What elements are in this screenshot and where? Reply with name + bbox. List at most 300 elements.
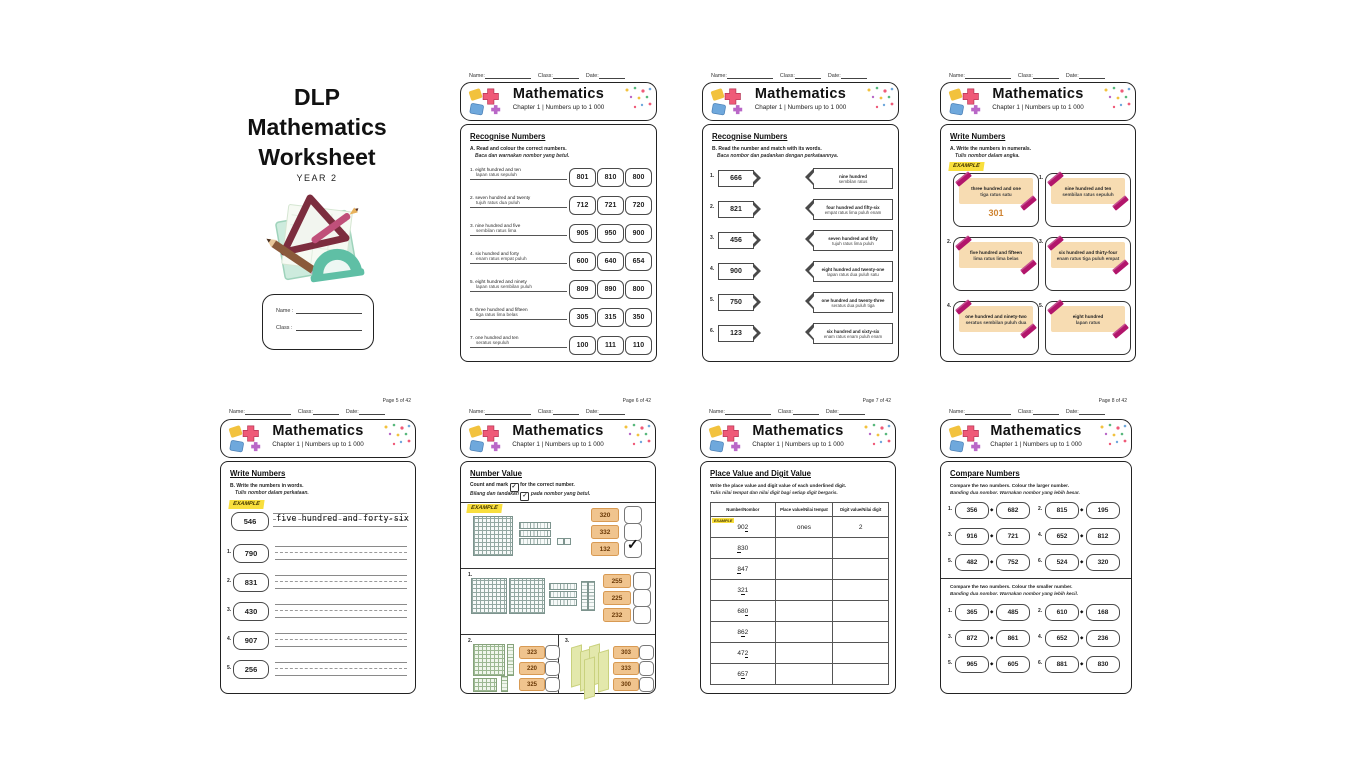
digit-value-cell[interactable] xyxy=(833,622,889,643)
class-label: Class: xyxy=(1017,409,1033,415)
number-option[interactable]: 809 xyxy=(569,280,596,299)
tape-icon xyxy=(1047,299,1064,315)
tape-icon xyxy=(1020,323,1037,339)
diamond-icon: ◆ xyxy=(1080,609,1084,614)
math-logo-icon xyxy=(946,86,982,117)
instruction-ms: Banding dua nombor. Warnakan nombor yang lebih besar. xyxy=(950,490,1080,495)
confetti-icon xyxy=(623,85,653,111)
number-option[interactable]: 721 xyxy=(597,196,624,215)
name-label: Name: xyxy=(709,409,725,415)
match-number[interactable]: 456 xyxy=(718,232,754,249)
place-value-cell[interactable] xyxy=(776,643,834,664)
math-logo-icon xyxy=(946,423,982,454)
date-blank[interactable] xyxy=(841,72,867,79)
number-option[interactable]: 110 xyxy=(625,336,652,355)
instruction-en: A. Write the numbers in numerals. xyxy=(950,146,1032,152)
compare-number[interactable]: 610 xyxy=(1045,604,1079,621)
instruction-ms: Banding dua nombor. Warnakan nombor yang lebih kecil. xyxy=(950,591,1079,596)
section-title: Recognise Numbers xyxy=(470,132,546,141)
worksheet-subtitle: Chapter 1 | Numbers up to 1 000 xyxy=(754,103,847,111)
compare-number[interactable]: 812 xyxy=(1086,528,1120,545)
word-note: three hundred and one tiga ratus satu xyxy=(959,178,1033,204)
class-label: Class: xyxy=(777,409,793,415)
instruction-en: Write the place value and digit value of each underlined digit. xyxy=(710,483,847,488)
number-cell: 830 xyxy=(711,538,776,559)
value-option[interactable]: 132 xyxy=(591,542,619,556)
table-row xyxy=(711,622,889,643)
worksheet-page-place-value xyxy=(697,398,899,696)
unit-block xyxy=(557,538,564,545)
diamond-icon: ◆ xyxy=(1080,635,1084,640)
confetti-icon xyxy=(862,422,892,448)
example-label: EXAMPLE xyxy=(228,500,264,509)
match-words[interactable]: seven hundred and fifty tujuh ratus lima puluh xyxy=(813,230,893,251)
diamond-icon: ◆ xyxy=(1080,507,1084,512)
table-row-example xyxy=(711,517,889,538)
page-number: Page 8 of 42 xyxy=(1098,398,1127,404)
item-number: 1. xyxy=(948,506,953,512)
name-blank[interactable] xyxy=(485,408,531,415)
value-option[interactable]: 255 xyxy=(603,574,631,588)
number-option[interactable]: 111 xyxy=(597,336,624,355)
number-cell: 657 xyxy=(711,664,776,685)
number-option[interactable]: 600 xyxy=(569,252,596,271)
worksheet-title: Mathematics xyxy=(512,86,605,102)
answer-checkbox[interactable] xyxy=(639,645,654,660)
number-option[interactable]: 720 xyxy=(625,196,652,215)
tape-icon xyxy=(955,235,972,251)
answer-checkbox[interactable] xyxy=(633,572,651,590)
instruction-en: B. Read the number and match with its words. xyxy=(712,146,822,152)
worksheet-header xyxy=(940,419,1132,458)
answer-checkbox[interactable] xyxy=(639,677,654,692)
number-pill: 790 xyxy=(233,544,269,563)
value-option[interactable]: 232 xyxy=(603,608,631,622)
instruction-ms: Bilang dan tandakan ✓ pada nombor yang betul. xyxy=(470,491,591,499)
name-blank[interactable] xyxy=(965,408,1011,415)
digit-value-cell[interactable] xyxy=(833,664,889,685)
item-number: 3. xyxy=(1039,239,1044,245)
question-text: 4. six hundred and forty enam ratus empat puluh xyxy=(470,251,567,264)
tape-icon xyxy=(955,299,972,315)
class-blank[interactable] xyxy=(313,408,339,415)
ten-rod xyxy=(581,581,588,611)
tape-icon xyxy=(1020,259,1037,275)
number-option[interactable]: 905 xyxy=(569,224,596,243)
number-option[interactable]: 800 xyxy=(625,168,652,187)
math-tools-illustration xyxy=(256,186,378,292)
number-option[interactable]: 305 xyxy=(569,308,596,327)
compare-number[interactable]: 881 xyxy=(1045,656,1079,673)
number-option[interactable]: 640 xyxy=(597,252,624,271)
math-logo-icon xyxy=(466,423,502,454)
item-number: 1. xyxy=(227,549,232,555)
ten-rod xyxy=(549,583,577,590)
number-cell: 847 xyxy=(711,559,776,580)
answer-checkbox[interactable] xyxy=(639,661,654,676)
worksheet-header xyxy=(702,82,899,121)
place-value-cell[interactable] xyxy=(776,622,834,643)
instruction-ms: Baca dan warnakan nombor yang betul. xyxy=(475,153,570,159)
compare-number[interactable]: 195 xyxy=(1086,502,1120,519)
worksheet-body xyxy=(460,124,657,362)
tape-icon xyxy=(955,171,972,187)
worksheet-body xyxy=(460,461,656,694)
compare-number[interactable]: 872 xyxy=(955,630,989,647)
match-number[interactable]: 666 xyxy=(718,170,754,187)
name-blank[interactable] xyxy=(725,408,771,415)
worksheet-page-write-b xyxy=(217,398,419,696)
class-blank[interactable] xyxy=(1033,408,1059,415)
compare-number[interactable]: 682 xyxy=(996,502,1030,519)
compare-number[interactable]: 168 xyxy=(1086,604,1120,621)
ten-rod xyxy=(549,591,577,598)
number-cell: 321 xyxy=(711,580,776,601)
section-title: Compare Numbers xyxy=(950,469,1020,478)
confetti-icon xyxy=(865,85,895,111)
date-label: Date: xyxy=(1065,409,1079,415)
number-option[interactable]: 810 xyxy=(597,168,624,187)
name-class-date-line xyxy=(949,72,1133,79)
ten-rod xyxy=(501,676,508,692)
class-label: Class: xyxy=(779,73,795,79)
worksheet-title: Mathematics xyxy=(990,423,1082,439)
tape-icon xyxy=(1112,259,1129,275)
confetti-icon xyxy=(382,422,412,448)
class-label: Class: xyxy=(1017,73,1033,79)
name-label: Name: xyxy=(469,409,485,415)
confetti-icon xyxy=(622,422,652,448)
class-blank[interactable] xyxy=(795,72,821,79)
date-blank[interactable] xyxy=(599,72,625,79)
number-option[interactable]: 801 xyxy=(569,168,596,187)
checkmark-icon: ✓ xyxy=(627,536,639,552)
numeral-card xyxy=(953,237,1039,291)
number-option[interactable]: 712 xyxy=(569,196,596,215)
item-number: 4. xyxy=(1038,634,1043,640)
digit-value-cell[interactable] xyxy=(833,643,889,664)
answer-checkbox[interactable] xyxy=(624,506,642,524)
word-note: eight hundred lapan ratus xyxy=(1051,306,1125,332)
checkbox-icon: ✓ xyxy=(511,483,517,490)
compare-number[interactable]: 815 xyxy=(1045,502,1079,519)
instruction-en: Compare the two numbers. Colour the larger number. xyxy=(950,483,1070,488)
answer-checkbox[interactable] xyxy=(633,589,651,607)
tape-icon xyxy=(1047,171,1064,187)
name-blank[interactable] xyxy=(965,72,1011,79)
name-label: Name: xyxy=(229,409,245,415)
name-class-date-line xyxy=(469,72,654,79)
cover-class-row xyxy=(276,324,362,331)
value-option[interactable]: 320 xyxy=(591,508,619,522)
digit-value-cell[interactable] xyxy=(833,580,889,601)
ten-rod xyxy=(507,644,514,676)
place-value-cell[interactable] xyxy=(776,538,834,559)
compare-number[interactable]: 320 xyxy=(1086,554,1120,571)
tape-icon xyxy=(1112,323,1129,339)
match-words[interactable]: eight hundred and twenty-one lapan ratus dua puluh satu xyxy=(813,261,893,282)
number-option[interactable]: 800 xyxy=(625,280,652,299)
worksheet-title: Mathematics xyxy=(992,86,1084,102)
item-number: 1. xyxy=(948,608,953,614)
name-blank[interactable] xyxy=(727,72,773,79)
place-value-cell[interactable] xyxy=(776,580,834,601)
place-value-cell[interactable] xyxy=(776,664,834,685)
word-note: six hundred and thirty-four enam ratus tiga puluh empat xyxy=(1051,242,1125,268)
worksheet-page-write-a xyxy=(937,70,1139,362)
writing-line[interactable] xyxy=(275,604,407,618)
worksheet-page-recognise-b xyxy=(699,70,902,362)
example-card xyxy=(953,173,1039,227)
number-pill: 546 xyxy=(231,512,269,531)
worksheet-title: Mathematics xyxy=(754,86,847,102)
question-text: 1. eight hundred and ten lapan ratus sepuluh xyxy=(470,167,567,180)
cover-class-label: Class : xyxy=(276,325,293,331)
item-number: 3. xyxy=(710,235,715,241)
compare-number[interactable]: 830 xyxy=(1086,656,1120,673)
writing-line[interactable] xyxy=(275,633,407,647)
item-number: 2. xyxy=(227,578,232,584)
question-text: 2. seven hundred and twenty tujuh ratus dua puluh xyxy=(470,195,567,208)
compare-number[interactable]: 365 xyxy=(955,604,989,621)
hundred-block xyxy=(473,644,505,676)
cover-name-label: Name : xyxy=(276,308,294,314)
compare-number[interactable]: 652 xyxy=(1045,630,1079,647)
date-label: Date: xyxy=(825,409,839,415)
table-row xyxy=(711,559,889,580)
worksheet-body xyxy=(702,124,899,362)
instruction-ms: Tulis nombor dalam perkataan. xyxy=(235,490,309,496)
math-logo-icon xyxy=(708,86,744,117)
value-option[interactable]: 325 xyxy=(519,678,545,691)
checkbox-icon: ✓ xyxy=(522,492,528,499)
number-cell: 472 xyxy=(711,643,776,664)
compare-number[interactable]: 965 xyxy=(955,656,989,673)
cover-name-blank[interactable] xyxy=(296,307,362,314)
item-number: 5. xyxy=(948,660,953,666)
tape-icon xyxy=(1047,235,1064,251)
answer-checkbox[interactable] xyxy=(624,536,642,558)
value-option[interactable]: 323 xyxy=(519,646,545,659)
writing-line[interactable] xyxy=(275,662,407,676)
writing-line[interactable] xyxy=(275,546,407,560)
section-title: Number Value xyxy=(470,469,522,478)
column-header: Place value/Nilai tempat xyxy=(776,503,834,517)
worksheet-subtitle: Chapter 1 | Numbers up to 1 000 xyxy=(990,440,1082,448)
name-class-date-line xyxy=(469,408,653,415)
answer-checkbox[interactable] xyxy=(633,606,651,624)
place-value-table xyxy=(710,502,889,685)
number-pill: 831 xyxy=(233,573,269,592)
cover-name-box xyxy=(262,294,374,350)
match-number[interactable]: 750 xyxy=(718,294,754,311)
match-words[interactable]: one hundred and twenty-three seratus dua puluh tiga xyxy=(813,292,893,313)
hundred-block xyxy=(473,516,513,556)
number-option[interactable]: 654 xyxy=(625,252,652,271)
worksheet-subtitle: Chapter 1 | Numbers up to 1 000 xyxy=(512,440,604,448)
class-blank[interactable] xyxy=(553,72,579,79)
math-logo-icon xyxy=(226,423,262,454)
compare-number[interactable]: 861 xyxy=(996,630,1030,647)
ten-rod xyxy=(588,581,595,611)
instruction-en: Compare the two numbers. Colour the smaller number. xyxy=(950,584,1073,589)
worksheet-body xyxy=(220,461,416,694)
digit-value-cell[interactable] xyxy=(833,559,889,580)
value-option[interactable]: 225 xyxy=(603,591,631,605)
section-title: Recognise Numbers xyxy=(712,132,788,141)
match-words[interactable]: four hundred and fifty-six empat ratus lima puluh enam xyxy=(813,199,893,220)
diamond-icon: ◆ xyxy=(990,533,994,538)
class-label: Class: xyxy=(537,73,553,79)
item-number: 3. xyxy=(948,634,953,640)
item-number: 2. xyxy=(1038,506,1043,512)
class-blank[interactable] xyxy=(553,408,579,415)
date-label: Date: xyxy=(345,409,359,415)
number-cell: 862 xyxy=(711,622,776,643)
hundred-slab xyxy=(598,649,609,692)
item-number: 1. xyxy=(710,173,715,179)
table-row xyxy=(711,580,889,601)
compare-number[interactable]: 524 xyxy=(1045,554,1079,571)
number-option[interactable]: 100 xyxy=(569,336,596,355)
name-label: Name: xyxy=(469,73,485,79)
match-words[interactable]: nine hundred sembilan ratus xyxy=(813,168,893,189)
compare-number[interactable]: 485 xyxy=(996,604,1030,621)
name-class-date-line xyxy=(711,72,896,79)
item-number: 6. xyxy=(1038,660,1043,666)
cover-title-line: Worksheet xyxy=(258,144,376,170)
value-option[interactable]: 303 xyxy=(613,646,639,659)
ten-rod xyxy=(519,522,551,529)
compare-number[interactable]: 752 xyxy=(996,554,1030,571)
word-note: nine hundred and ten sembilan ratus sepuluh xyxy=(1051,178,1125,204)
date-blank[interactable] xyxy=(359,408,385,415)
worksheet-page-number-value xyxy=(457,398,659,696)
compare-number[interactable]: 356 xyxy=(955,502,989,519)
hundred-block xyxy=(471,578,507,614)
number-option[interactable]: 950 xyxy=(597,224,624,243)
place-value-cell[interactable] xyxy=(776,601,834,622)
item-number: 4. xyxy=(227,636,232,642)
compare-number[interactable]: 652 xyxy=(1045,528,1079,545)
worksheet-title: Mathematics xyxy=(272,423,364,439)
divider xyxy=(461,568,655,569)
table-row xyxy=(711,601,889,622)
place-value-cell[interactable] xyxy=(776,559,834,580)
date-label: Date: xyxy=(1065,73,1079,79)
name-blank[interactable] xyxy=(485,72,531,79)
number-option[interactable]: 350 xyxy=(625,308,652,327)
item-number: 2. xyxy=(947,239,952,245)
instruction-ms: Tulis nilai tempat dan nilai digit bagi setiap digit bergaris. xyxy=(710,490,838,495)
item-number: 5. xyxy=(227,665,232,671)
worksheet-page-compare xyxy=(937,398,1135,696)
match-number[interactable]: 821 xyxy=(718,201,754,218)
example-label: EXAMPLE xyxy=(466,504,502,513)
place-value-cell: ones xyxy=(776,517,834,538)
match-number[interactable]: 123 xyxy=(718,325,754,342)
numeral-card xyxy=(1045,173,1131,227)
worksheet-body xyxy=(940,461,1132,694)
cover-class-blank[interactable] xyxy=(296,324,362,331)
date-blank[interactable] xyxy=(1079,72,1105,79)
value-option[interactable]: 220 xyxy=(519,662,545,675)
item-number: 6. xyxy=(710,328,715,334)
example-label: EXAMPLE xyxy=(714,518,733,523)
answer-checkbox[interactable] xyxy=(545,677,560,692)
worksheet-subtitle: Chapter 1 | Numbers up to 1 000 xyxy=(992,103,1084,111)
match-number[interactable]: 900 xyxy=(718,263,754,280)
number-pill: 430 xyxy=(233,602,269,621)
worksheet-header xyxy=(220,419,416,458)
value-option[interactable]: 332 xyxy=(591,525,619,539)
date-blank[interactable] xyxy=(1079,408,1105,415)
item-number: 1. xyxy=(468,572,473,578)
divider xyxy=(941,578,1131,579)
compare-number[interactable]: 482 xyxy=(955,554,989,571)
name-blank[interactable] xyxy=(245,408,291,415)
cover-title-line: Mathematics xyxy=(247,114,387,140)
confetti-icon xyxy=(1102,85,1132,111)
number-option[interactable]: 315 xyxy=(597,308,624,327)
section-title: Write Numbers xyxy=(230,469,286,478)
digit-value-cell: 2 xyxy=(833,517,889,538)
math-logo-icon xyxy=(466,86,502,117)
value-option[interactable]: 300 xyxy=(613,678,639,691)
class-blank[interactable] xyxy=(1033,72,1059,79)
instruction-ms: Baca nombor dan padankan dengan perkataannya. xyxy=(717,153,839,159)
writing-line[interactable] xyxy=(275,575,407,589)
compare-number[interactable]: 721 xyxy=(996,528,1030,545)
answer-checkbox[interactable] xyxy=(545,645,560,660)
value-option[interactable]: 333 xyxy=(613,662,639,675)
example-answer: 301 xyxy=(988,208,1004,218)
page-number: Page 6 of 42 xyxy=(622,398,651,404)
item-number: 5. xyxy=(1039,303,1044,309)
date-blank[interactable] xyxy=(599,408,625,415)
ten-rod xyxy=(473,678,497,692)
date-blank[interactable] xyxy=(839,408,865,415)
diamond-icon: ◆ xyxy=(1080,559,1084,564)
ten-rod xyxy=(519,538,551,545)
item-number: 2. xyxy=(468,638,473,644)
match-words[interactable]: six hundred and sixty-six enam ratus enam puluh enam xyxy=(813,323,893,344)
class-blank[interactable] xyxy=(793,408,819,415)
number-option[interactable]: 890 xyxy=(597,280,624,299)
unit-block xyxy=(564,538,571,545)
worksheet-subtitle: Chapter 1 | Numbers up to 1 000 xyxy=(272,440,364,448)
worksheet-subtitle: Chapter 1 | Numbers up to 1 000 xyxy=(752,440,844,448)
item-number: 5. xyxy=(710,297,715,303)
diamond-icon: ◆ xyxy=(990,661,994,666)
table-row xyxy=(711,538,889,559)
compare-number[interactable]: 916 xyxy=(955,528,989,545)
worksheet-header xyxy=(940,82,1136,121)
number-option[interactable]: 900 xyxy=(625,224,652,243)
name-class-date-line xyxy=(709,408,893,415)
example-label: EXAMPLE xyxy=(948,162,984,171)
answer-checkbox[interactable] xyxy=(545,661,560,676)
compare-number[interactable]: 236 xyxy=(1086,630,1120,647)
digit-value-cell[interactable] xyxy=(833,538,889,559)
question-text: 3. nine hundred and five sembilan ratus lima xyxy=(470,223,567,236)
worksheet-subtitle: Chapter 1 | Numbers up to 1 000 xyxy=(512,103,605,111)
divider xyxy=(461,502,655,503)
digit-value-cell[interactable] xyxy=(833,601,889,622)
compare-number[interactable]: 605 xyxy=(996,656,1030,673)
column-header: Digit value/Nilai digit xyxy=(833,503,889,517)
section-title: Write Numbers xyxy=(950,132,1006,141)
